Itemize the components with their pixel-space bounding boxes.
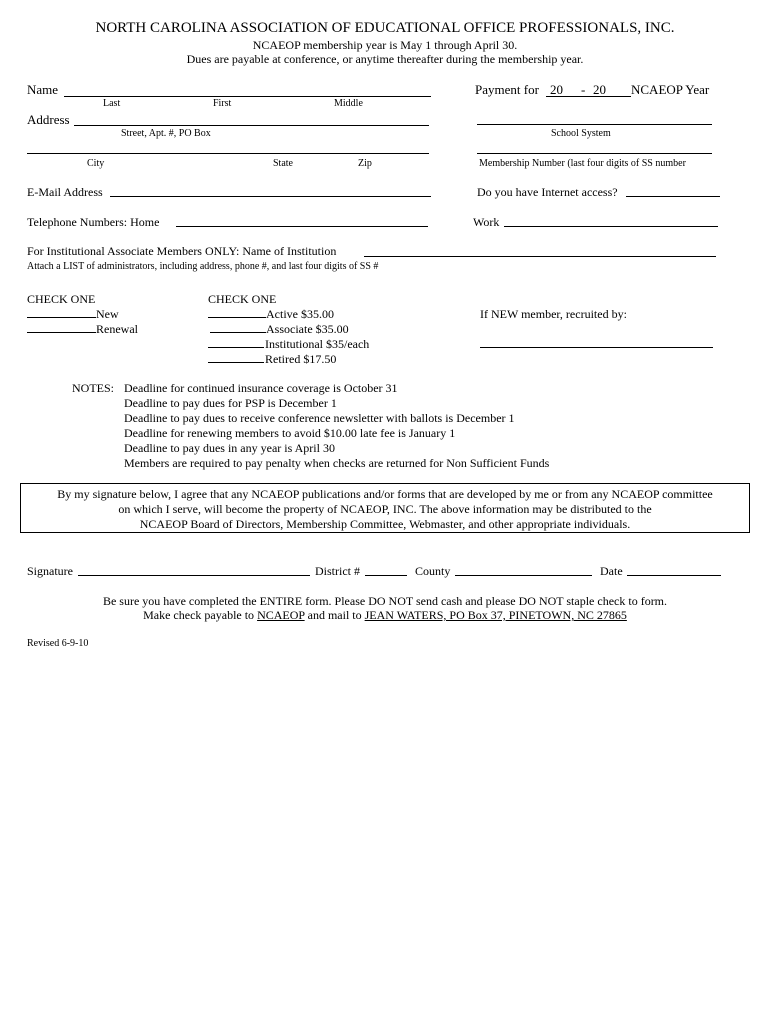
- mailing-address: JEAN WATERS, PO Box 37, PINETOWN, NC 27865: [364, 608, 627, 622]
- notes-label: NOTES:: [72, 381, 114, 395]
- date-field[interactable]: [627, 575, 721, 576]
- note-item: Members are required to pay penalty when checks are returned for Non Sufficient Funds: [124, 456, 550, 470]
- check-one-type-heading: CHECK ONE: [208, 292, 277, 306]
- completion-reminder: Be sure you have completed the ENTIRE form. Please DO NOT send cash and please DO NOT staple check to form.: [102, 594, 668, 608]
- county-field[interactable]: [455, 575, 592, 576]
- renewal-label: Renewal: [96, 322, 138, 336]
- internet-access-field[interactable]: [626, 196, 720, 197]
- name-field[interactable]: [64, 96, 431, 97]
- city-caption: City: [87, 158, 105, 169]
- payment-year-end[interactable]: 20: [593, 82, 606, 97]
- zip-caption: Zip: [358, 158, 372, 169]
- note-item: Deadline to pay dues to receive conference newsletter with ballots is December 1: [124, 411, 515, 425]
- associate-label: Associate $35.00: [266, 322, 349, 336]
- active-checkbox[interactable]: [208, 317, 266, 318]
- email-label: E-Mail Address: [27, 185, 103, 199]
- email-field[interactable]: [110, 196, 431, 197]
- new-checkbox[interactable]: [27, 317, 96, 318]
- institution-note: Attach a LIST of administrators, including address, phone #, and last four digits of SS #: [27, 261, 379, 272]
- school-system-caption: School System: [551, 128, 611, 139]
- city-state-zip-field[interactable]: [27, 153, 429, 154]
- state-caption: State: [273, 158, 293, 169]
- signature-label: Signature: [27, 564, 73, 578]
- note-item: Deadline for renewing members to avoid $10.00 late fee is January 1: [124, 426, 456, 440]
- telephone-work-label: Work: [473, 215, 500, 229]
- membership-number-caption: Membership Number (last four digits of SS number: [479, 158, 686, 169]
- institution-field[interactable]: [364, 256, 716, 257]
- signature-field[interactable]: [78, 575, 310, 576]
- dues-note: Dues are payable at conference, or anytime thereafter during the membership year.: [186, 52, 584, 66]
- form-title: NORTH CAROLINA ASSOCIATION OF EDUCATIONAL OFFICE PROFESSIONALS, INC.: [95, 20, 675, 36]
- agreement-line-2: on which I serve, will become the property of NCAEOP, INC. The above information may be distributed to the: [118, 502, 652, 516]
- internet-access-label: Do you have Internet access?: [477, 185, 618, 199]
- county-label: County: [415, 564, 451, 578]
- agreement-line-3: NCAEOP Board of Directors, Membership Committee, Webmaster, and other appropriate individuals.: [139, 517, 631, 531]
- school-system-field[interactable]: [477, 124, 712, 125]
- name-first-caption: First: [213, 98, 232, 109]
- revision-date: Revised 6-9-10: [27, 638, 89, 649]
- mail-prefix: and mail to: [304, 608, 365, 622]
- ncaeop-year-label: NCAEOP Year: [631, 82, 710, 97]
- agreement-line-1: By my signature below, I agree that any NCAEOP publications and/or forms that are developed by me or from any NCAEOP committee: [57, 487, 713, 501]
- institutional-checkbox[interactable]: [208, 347, 264, 348]
- district-label: District #: [315, 564, 360, 578]
- payee-name: NCAEOP: [257, 608, 305, 622]
- note-item: Deadline to pay dues in any year is April 30: [124, 441, 335, 455]
- name-last-caption: Last: [103, 98, 121, 109]
- retired-label: Retired $17.50: [265, 352, 337, 366]
- associate-checkbox[interactable]: [210, 332, 266, 333]
- street-field[interactable]: [74, 125, 429, 126]
- check-one-status-heading: CHECK ONE: [27, 292, 96, 306]
- payment-year-start[interactable]: 20: [550, 82, 563, 97]
- recruited-by-field[interactable]: [480, 347, 713, 348]
- agreement-box: [20, 483, 750, 533]
- active-label: Active $35.00: [266, 307, 334, 321]
- membership-year-note: NCAEOP membership year is May 1 through April 30.: [252, 38, 518, 52]
- telephone-home-field[interactable]: [176, 226, 428, 227]
- street-caption: Street, Apt. #, PO Box: [121, 128, 211, 139]
- membership-number-field[interactable]: [477, 153, 712, 154]
- date-label: Date: [600, 564, 623, 578]
- payment-dash: -: [581, 82, 586, 97]
- note-item: Deadline for continued insurance coverage is October 31: [124, 381, 398, 395]
- payment-year-underline: [546, 96, 631, 97]
- payable-prefix: Make check payable to: [143, 608, 258, 622]
- address-label: Address: [27, 112, 70, 127]
- payment-for-label: Payment for: [475, 82, 539, 97]
- telephone-work-field[interactable]: [504, 226, 718, 227]
- telephone-home-label: Telephone Numbers: Home: [27, 215, 160, 229]
- retired-checkbox[interactable]: [208, 362, 264, 363]
- renewal-checkbox[interactable]: [27, 332, 96, 333]
- recruited-by-label: If NEW member, recruited by:: [480, 307, 627, 321]
- institution-label: For Institutional Associate Members ONLY: Name of Institution: [27, 244, 337, 258]
- new-label: New: [96, 307, 119, 321]
- note-item: Deadline to pay dues for PSP is December 1: [124, 396, 337, 410]
- district-field[interactable]: [365, 575, 407, 576]
- name-label: Name: [27, 82, 59, 97]
- name-middle-caption: Middle: [334, 98, 363, 109]
- payment-instructions: [0, 608, 770, 623]
- institutional-label: Institutional $35/each: [265, 337, 370, 351]
